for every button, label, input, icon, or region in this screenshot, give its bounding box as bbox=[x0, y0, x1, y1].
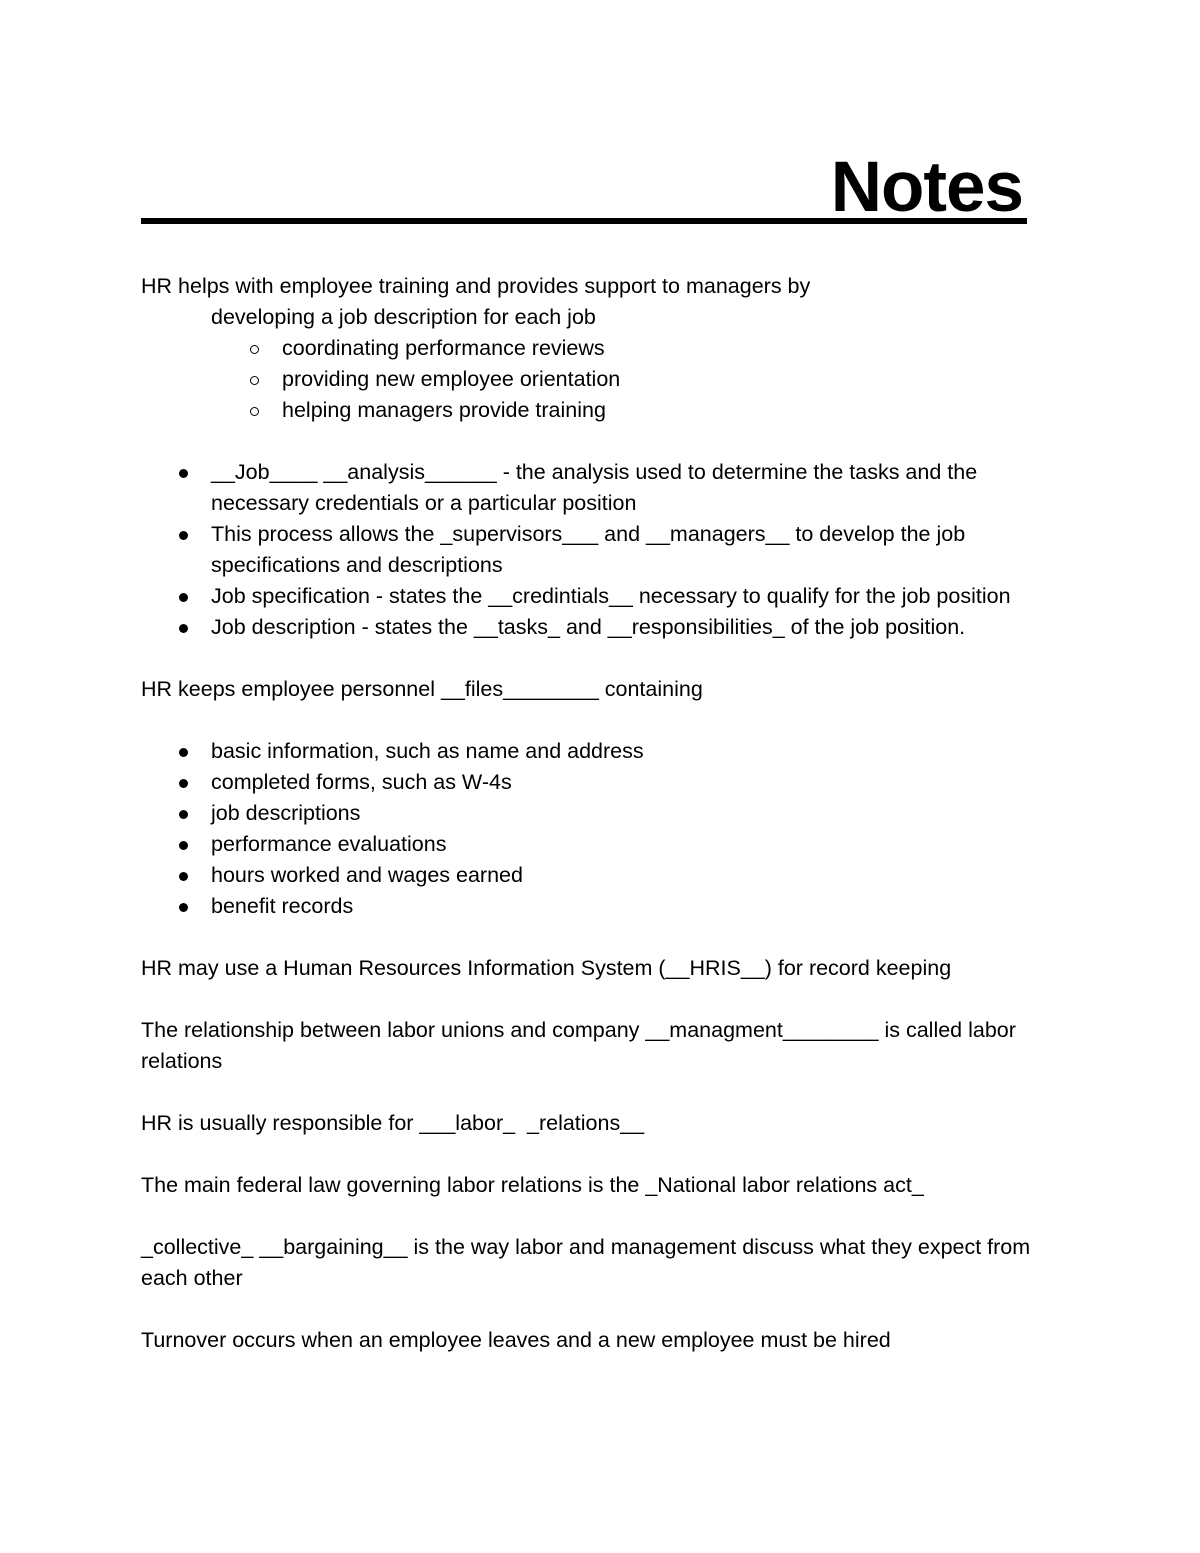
disc-bullet-icon bbox=[179, 810, 188, 819]
list-item bbox=[141, 860, 1081, 891]
disc-bullet-icon bbox=[179, 903, 188, 912]
list-item-text: Job specification - states the __credintials__ necessary to qualify for the job position bbox=[211, 584, 1011, 608]
disc-bullet-icon bbox=[179, 531, 188, 540]
job-analysis-list bbox=[141, 457, 1081, 643]
spacer bbox=[141, 426, 1081, 457]
turnover-paragraph: Turnover occurs when an employee leaves and a new employee must be hired bbox=[141, 1328, 891, 1352]
personnel-files-intro: HR keeps employee personnel __files________ containing bbox=[141, 677, 703, 701]
personnel-files-list bbox=[141, 736, 1081, 922]
disc-bullet-icon bbox=[179, 593, 188, 602]
bargaining-paragraph: _collective_ __bargaining__ is the way labor and management discuss what they expect from each other bbox=[141, 1235, 1031, 1290]
notes-content bbox=[141, 271, 1081, 1356]
spacer bbox=[141, 1077, 1081, 1108]
list-item bbox=[141, 395, 1081, 426]
circle-bullet-icon bbox=[250, 407, 259, 416]
responsibility-paragraph: HR is usually responsible for ___labor_ _relations__ bbox=[141, 1111, 645, 1135]
list-item bbox=[141, 829, 1081, 860]
list-item-text: completed forms, such as W-4s bbox=[211, 770, 512, 794]
list-item-text: basic information, such as name and address bbox=[211, 739, 644, 763]
disc-bullet-icon bbox=[179, 841, 188, 850]
circle-bullet-icon bbox=[250, 376, 259, 385]
list-item-text: This process allows the _supervisors___ and __managers__ to develop the job specifications and descriptions bbox=[211, 522, 966, 577]
circle-bullet-icon bbox=[250, 345, 259, 354]
training-sub-list bbox=[141, 333, 1081, 426]
list-item bbox=[141, 767, 1081, 798]
disc-bullet-icon bbox=[179, 748, 188, 757]
list-item-text: __Job____ __analysis______ - the analysis used to determine the tasks and the necessary credentials or a particular position bbox=[211, 460, 978, 515]
spacer bbox=[141, 984, 1081, 1015]
list-item-text: providing new employee orientation bbox=[282, 367, 621, 391]
spacer bbox=[141, 1294, 1081, 1325]
disc-bullet-icon bbox=[179, 872, 188, 881]
list-item bbox=[141, 581, 1081, 612]
list-item-text: Job description - states the __tasks_ and __responsibilities_ of the job position. bbox=[211, 615, 966, 639]
spacer bbox=[141, 705, 1081, 736]
list-item bbox=[141, 612, 1081, 643]
list-item bbox=[141, 457, 1081, 519]
disc-bullet-icon bbox=[179, 624, 188, 633]
labor-relations-paragraph: The relationship between labor unions and company __managment________ is called labor relations bbox=[141, 1018, 1016, 1073]
spacer bbox=[141, 922, 1081, 953]
list-item-text: hours worked and wages earned bbox=[211, 863, 523, 887]
list-item-text: coordinating performance reviews bbox=[282, 336, 605, 360]
spacer bbox=[141, 1139, 1081, 1170]
list-item-text: helping managers provide training bbox=[282, 398, 606, 422]
title-block bbox=[141, 150, 1027, 230]
list-item-text: performance evaluations bbox=[211, 832, 447, 856]
list-item bbox=[141, 333, 1081, 364]
job-description-line: developing a job description for each job bbox=[211, 305, 596, 329]
spacer bbox=[141, 1201, 1081, 1232]
spacer bbox=[141, 643, 1081, 674]
federal-law-paragraph: The main federal law governing labor relations is the _National labor relations act_ bbox=[141, 1173, 924, 1197]
disc-bullet-icon bbox=[179, 779, 188, 788]
list-item bbox=[141, 519, 1081, 581]
disc-bullet-icon bbox=[179, 469, 188, 478]
list-item-text: job descriptions bbox=[211, 801, 361, 825]
page-title: Notes bbox=[830, 148, 1023, 227]
list-item bbox=[141, 736, 1081, 767]
list-item bbox=[141, 891, 1081, 922]
list-item bbox=[141, 364, 1081, 395]
hr-training-intro: HR helps with employee training and provides support to managers by bbox=[141, 274, 811, 298]
hris-paragraph: HR may use a Human Resources Information System (__HRIS__) for record keeping bbox=[141, 956, 952, 980]
list-item bbox=[141, 798, 1081, 829]
list-item-text: benefit records bbox=[211, 894, 354, 918]
